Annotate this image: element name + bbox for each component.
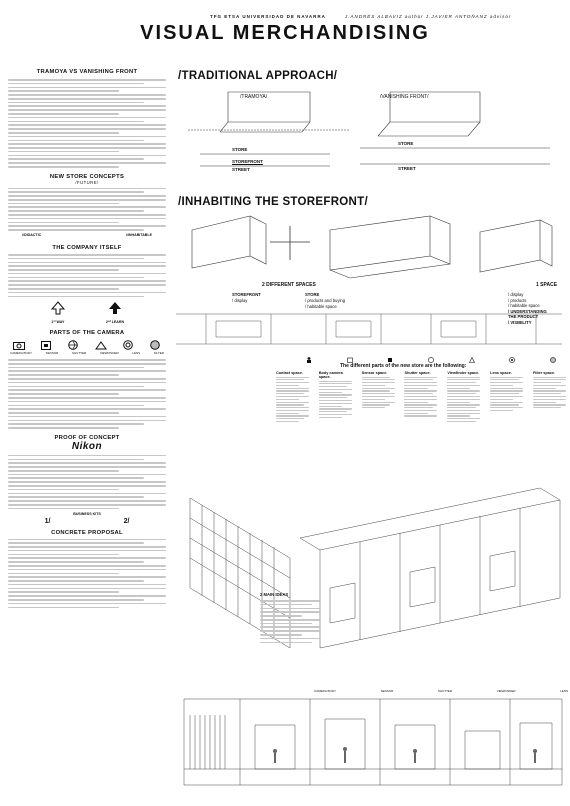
label-street: STREET [398,166,416,171]
label-street: STREET [232,167,250,172]
list-item: THE PRODUCT [508,314,539,320]
label-tramoya: /TRAMOYA/ [240,94,268,100]
text-block [8,188,166,231]
step-2: 2ⁿᵈ LEARN [106,301,124,324]
section-label: SHUTTER [437,689,453,693]
heading-inhabiting: /INHABITING THE STOREFRONT/ [178,196,368,208]
camera-parts-icons [12,340,162,350]
camera-body-icon [347,350,353,356]
school-label: TFG ETSA UNIVERSIDAD DE NAVARRA [210,14,326,19]
hashtag-inhabitable: #INHABITABLE [125,232,152,237]
section-title-proof: PROOF OF CONCEPT [54,434,120,441]
viewfinder-icon [469,350,475,356]
business-kits-icons [8,518,166,525]
business-kits-label: BUSINESS KITS [73,511,101,516]
camera-part-label: SENSOR [45,351,59,356]
hashtags [22,233,152,237]
kit-1-icon: 1/ [44,517,51,525]
label-store: STORE [232,147,248,152]
label-habitable: / habitable space [305,304,337,309]
text-block [8,455,166,510]
camera-part-label: FILTER [153,351,164,356]
kit-2-icon: 2/ [123,517,130,525]
step-1: 1ˢᵗ WAY [50,301,66,324]
section-title-concrete: CONCRETE PROPOSAL [51,529,123,536]
part-column: Contact space. [276,371,309,424]
label-one-space: 1 SPACE [536,282,558,288]
arrow-up-icon [50,301,66,315]
text-block [8,254,166,297]
label-products: / products and buying [305,298,346,303]
label-vanishing: /VANISHING FRONT/ [380,94,429,100]
arrow-up-icon [107,301,123,315]
label-display: / display [232,298,248,303]
label-store: STORE [305,292,320,297]
filter-icon [550,350,556,356]
camera-part-label: VIEWFINDER [99,351,119,356]
list-item: / display [508,292,524,297]
traditional-diagram [180,84,566,180]
label-two-spaces: 2 DIFFERENT SPACES [262,282,316,288]
part-column: Body camera space. [319,371,352,424]
section-title-tramoya: TRAMOYA VS VANISHING FRONT [36,69,138,75]
camera-part-label: SHUTTER [72,351,87,356]
left-column [8,66,166,801]
section-title-company: THE COMPANY ITSELF [52,244,122,251]
camera-part-label: CAMERA BODY [10,351,33,356]
parts-columns [276,371,566,424]
section-label: VIEWFINDER [496,689,516,693]
list-item: / VISIBILITY [508,319,532,325]
part-column: Lens space. [490,371,523,424]
part-column: Viewfinder space. [447,371,480,424]
two-main-ideas-text [260,600,320,645]
section-subtitle-future: /FUTURE/ [75,179,99,185]
elevation-strip [176,313,562,345]
section-title-new-concepts: NEW STORE CONCEPTS [49,173,125,180]
section-title-camera-parts: PARTS OF THE CAMERA [49,330,125,337]
camera-part-label: LENS [132,351,141,356]
authors-label: J.ANDRÉS ALBAVIZ author J.JAVIER ANTOÑANZ advisor [345,14,512,19]
person-icon [306,350,312,356]
label-storefront: STOREFRONT [232,159,263,164]
long-section-drawing [180,695,566,791]
camera-parts-labels [10,351,164,355]
camera-body-icon [12,340,26,350]
parts-title: The different parts of the new store are the following: [340,363,467,369]
sensor-icon [387,350,393,356]
heading-traditional: /TRADITIONAL APPROACH/ [178,70,338,82]
parts-icons-row [306,350,556,356]
section-label: CAMERA BODY [314,689,337,693]
text-block [8,79,166,168]
lens-icon [121,340,135,350]
text-block [8,539,166,609]
list-item: / habitable space [508,303,540,309]
label-store: STORE [398,141,414,146]
hashtag-didactic: #DIDACTIC [22,232,42,237]
lens-icon [509,350,515,356]
label-two-main-ideas: 2 MAIN IDEAS [260,592,289,597]
section-label: SENSOR [380,689,394,693]
axonometric-drawing [180,478,566,658]
part-column: Filter space. [533,371,566,424]
part-column: Shutter space. [404,371,437,424]
nikon-logo: Nikon [71,440,103,452]
text-block [8,359,166,429]
shutter-icon [428,350,434,356]
list-item: / products [508,297,527,303]
list-item: / UNDERSTANDING [508,308,547,314]
label-storefront: STOREFRONT [232,292,261,297]
viewfinder-icon [94,340,108,350]
sensor-icon [39,340,53,350]
section-labels [314,689,568,693]
part-column: Sensor space. [362,371,395,424]
page-title: VISUAL MERCHANDISING [140,22,430,44]
shutter-icon [66,340,80,350]
filter-icon [148,340,162,350]
section-label: LENS [560,689,568,693]
steps-diagram [8,301,166,324]
